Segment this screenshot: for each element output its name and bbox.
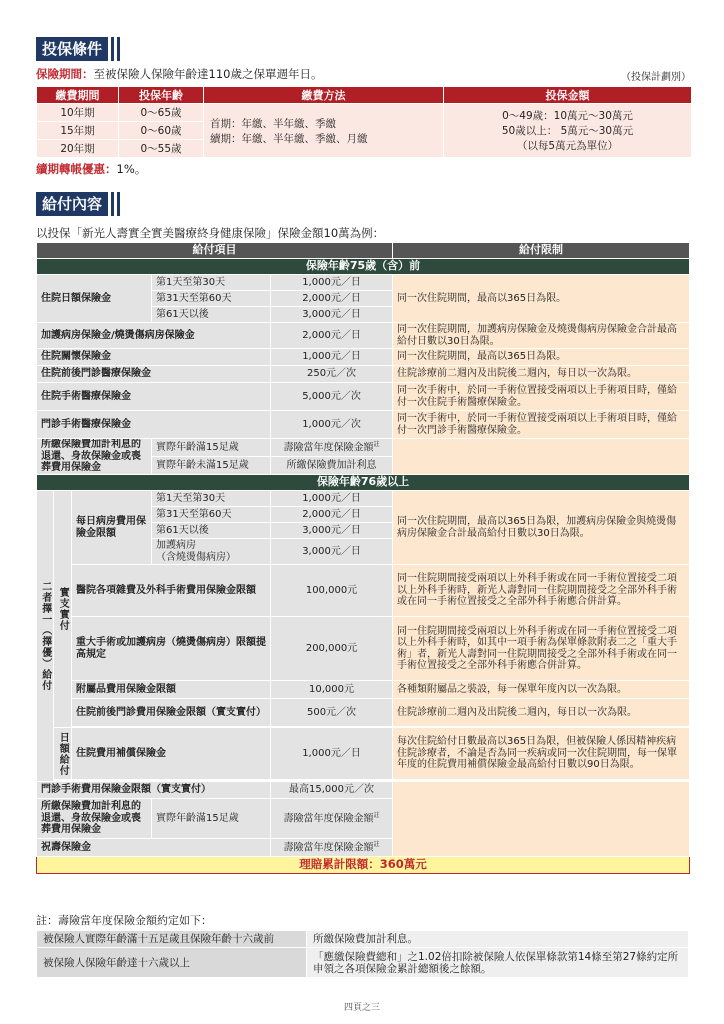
limit: 同一次手術中，於同一手術位置接受兩項以上手術項目時，僅給付一次住院手術醫療保險金。: [393, 383, 690, 411]
header-item: 給付項目: [37, 243, 393, 259]
note-val: 所繳保險費加計利息。: [307, 931, 689, 948]
amount: 2,000元／日: [271, 291, 393, 307]
amount: 1,000元／日: [271, 491, 393, 507]
amount: [271, 439, 393, 457]
amount: [271, 799, 393, 839]
note-val: 「應繳保險費總和」之1.02倍扣除被保險人依保單條款第14條至第27條約定所申領之各項保險金累計總額後之餘額。: [307, 948, 689, 978]
choose-label: 二者擇一（擇優）給付: [37, 491, 54, 782]
amount: 1,000元／日: [271, 728, 393, 780]
item-surgery: 住院手術醫療保險金: [37, 383, 271, 411]
note-mark: 註: [373, 440, 380, 448]
item-major: 重大手術或加護病房（燒燙傷病房）限額提高規定: [72, 617, 271, 681]
method-renewal: 續期：年繳、半年繳、季繳、月繳: [210, 132, 368, 145]
limit: 同一住院期間接受兩項以上外科手術或在同一手術位置接受二項以上外科手術時，新光人壽對同一住院期間接受之全部外科手術或在同一手術位置接受之全部外科手術應合併計算。: [393, 565, 690, 617]
day-range: 第61天以後: [152, 523, 271, 539]
decor-bar: [111, 192, 114, 216]
period-cell: 15年期: [37, 122, 119, 140]
amount: 1,000元／日: [271, 275, 393, 291]
section-header-benefits: [36, 192, 120, 216]
period-cell: 20年期: [37, 140, 119, 158]
amount: 5,000元／次: [271, 383, 393, 411]
example-text: 以投保「新光人壽實全實美醫療終身健康保險」保險金額10萬為例：: [36, 226, 385, 240]
method-cell: [204, 104, 444, 158]
method-first: 首期：年繳、半年繳、季繳: [210, 117, 336, 130]
day-range: 第31天至第60天: [152, 291, 271, 307]
item-out-surgery-actual: 門診手術費用保險金限額（實支實付）: [37, 782, 271, 799]
decor-bar: [111, 37, 114, 61]
amount: 200,000元: [271, 617, 393, 681]
header-age: 投保年齡: [119, 87, 204, 104]
amount-line: 50歲以上： 5萬元～30萬元: [501, 125, 634, 137]
item-pre-post: 住院前後門診費用保險金限額（實支實付）: [72, 699, 271, 727]
section-header-conditions: [36, 37, 120, 61]
limit: 每次住院給付日數最高以365日為限，但被保險人係因精神疾病住院診療者，不論是否為同一疾病或同一次住院期間，每一保單年度的住院費用補償保險金最高給付日數以90日為限。: [393, 728, 690, 780]
item-care: 住院關懷保險金: [37, 349, 271, 366]
sum-note: 壽險當年度保險金額: [283, 441, 374, 453]
limit: 住院診療前二週內及出院後二週內，每日以一次為限。: [393, 699, 690, 727]
header-amount: 投保金額: [444, 87, 692, 104]
amount: 3,000元／日: [271, 523, 393, 539]
age-cell: 0～60歲: [119, 122, 204, 140]
amount: 2,000元／日: [271, 507, 393, 523]
page-footer: 四頁之三: [343, 1003, 380, 1013]
amount: 1,000元／次: [271, 411, 393, 439]
amount: 100,000元: [271, 565, 393, 617]
note-cond: 被保險人保險年齡達十六歲以上: [37, 948, 307, 978]
limit: 同一次住院期間，最高以365日為限。: [393, 275, 690, 323]
amount: 所繳保險費加計利息: [271, 457, 393, 475]
limit: 各種類附屬品之裝設，每一保單年度內以一次為限。: [393, 681, 690, 699]
plan-note: （投保計劃別）: [621, 72, 691, 83]
band-under-75: 保險年齡75歲（含）前: [37, 259, 690, 275]
amount-line: （以每5萬元為單位）: [516, 140, 619, 152]
limit-empty: [393, 439, 690, 475]
day-range: 第1天至第30天: [152, 275, 271, 291]
age-cond: 實際年齡滿15足歲: [152, 439, 271, 457]
amount: 3,000元／日: [271, 539, 393, 565]
icu-range: [152, 539, 271, 565]
item-outpatient: 住院前後門診醫療保險金: [37, 366, 271, 383]
item-accessory: 附屬品費用保險金限額: [72, 681, 271, 699]
amount: 10,000元: [271, 681, 393, 699]
note-cond: 被保險人實際年齡滿十五足歲且保險年齡十六歲前: [37, 931, 307, 948]
amount: 3,000元／日: [271, 307, 393, 323]
item-ward: 加護病房保險金/燒燙傷病房保險金: [37, 323, 271, 349]
item-refund: 所繳保險費加計利息的退還、身故保險金或喪葬費用保險金: [37, 439, 152, 475]
limit: 同一次手術中，於同一手術位置接受兩項以上手術項目時，僅給付一次門診手術醫療保險金。: [393, 411, 690, 439]
amount: [271, 839, 393, 857]
renewal-value: 1%。: [116, 162, 147, 176]
sum-note: 壽險當年度保險金額: [283, 812, 374, 824]
header-period: 繳費期間: [37, 87, 119, 104]
sum-note: 壽險當年度保險金額: [283, 841, 374, 853]
item-out-surgery: 門診手術醫療保險金: [37, 411, 271, 439]
conditions-table: [36, 86, 692, 158]
day-range: 第61天以後: [152, 307, 271, 323]
day-range: 第31天至第60天: [152, 507, 271, 523]
age-cell: 0～55歲: [119, 140, 204, 158]
period-cell: 10年期: [37, 104, 119, 122]
item-daily-ward: 每日病房費用保險金限額: [72, 491, 152, 565]
renewal-discount: [36, 161, 146, 177]
total-limit: 理賠累計限額：360萬元: [37, 857, 690, 874]
benefit-table: [36, 242, 690, 874]
amount: 500元／次: [271, 699, 393, 727]
actual-label: 實支實付: [54, 491, 72, 728]
age-cell: 0～65歲: [119, 104, 204, 122]
renewal-label: 續期轉帳優惠：: [36, 162, 117, 176]
note-mark: 註: [373, 811, 380, 819]
amount: 2,000元／日: [271, 323, 393, 349]
limit: 同一次住院期間，最高以365日為限。: [393, 349, 690, 366]
section-title: 投保條件: [36, 37, 108, 61]
item-misc: 醫院各項雜費及外科手術費用保險金限額: [72, 565, 271, 617]
limit: 同一次住院期間，最高以365日為限，加護病房保險金與燒燙傷病房保險金合計最高給付日數以30日為限。: [393, 491, 690, 565]
age-cond: 實際年齡未滿15足歲: [152, 457, 271, 475]
header-limit: 給付限制: [393, 243, 690, 259]
icu-sub: （含燒燙傷病房）: [156, 551, 236, 563]
header-method: 繳費方法: [204, 87, 444, 104]
decor-bar: [117, 192, 120, 216]
insurance-period-label: 保險期間：: [36, 67, 94, 81]
item-life: 祝壽保險金: [37, 839, 271, 857]
note-mark: 註: [373, 840, 380, 848]
notes-title: 註：壽險當年度保險金額約定如下：: [36, 914, 212, 927]
notes-table: [36, 930, 689, 978]
limit: 同一住院期間接受兩項以上外科手術或在同一手術位置接受二項以上外科手術時，如其中一項手術為保單條款附表二之「重大手術」者，新光人壽對同一住院期間接受之全部外科手術或在同一手術位置接受之全部外科手術應合併計算。: [393, 617, 690, 681]
band-over-76: 保險年齡76歲以上: [37, 475, 690, 491]
amount-line: 0～49歲：10萬元～30萬元: [502, 110, 633, 122]
amount: 250元／次: [271, 366, 393, 383]
daily-label: 日額給付: [54, 728, 72, 780]
amount: 最高15,000元／次: [271, 782, 393, 799]
day-range: 第1天至第30天: [152, 491, 271, 507]
amount: 1,000元／日: [271, 349, 393, 366]
limit-empty: [393, 782, 690, 857]
decor-bar: [117, 37, 120, 61]
insurance-period-text: 至被保險人保險年齡達110歲之保單週年日。: [93, 67, 323, 81]
limit: 同一次住院期間，加護病房保險金及燒燙傷病房保險金合計最高給付日數以30日為限。: [393, 323, 690, 349]
item-refund: 所繳保險費加計利息的退還、身故保險金或喪葬費用保險金: [37, 799, 152, 839]
item-compensation: 住院費用補償保險金: [72, 728, 271, 780]
insurance-period: [36, 66, 691, 82]
amount-cell: [444, 104, 692, 158]
item-hosp-daily: 住院日額保險金: [37, 275, 152, 323]
section-title: 給付內容: [36, 192, 108, 216]
icu-label: 加護病房: [156, 540, 196, 551]
age-cond: 實際年齡滿15足歲: [152, 799, 271, 839]
limit: 住院診療前二週內及出院後二週內，每日以一次為限。: [393, 366, 690, 383]
